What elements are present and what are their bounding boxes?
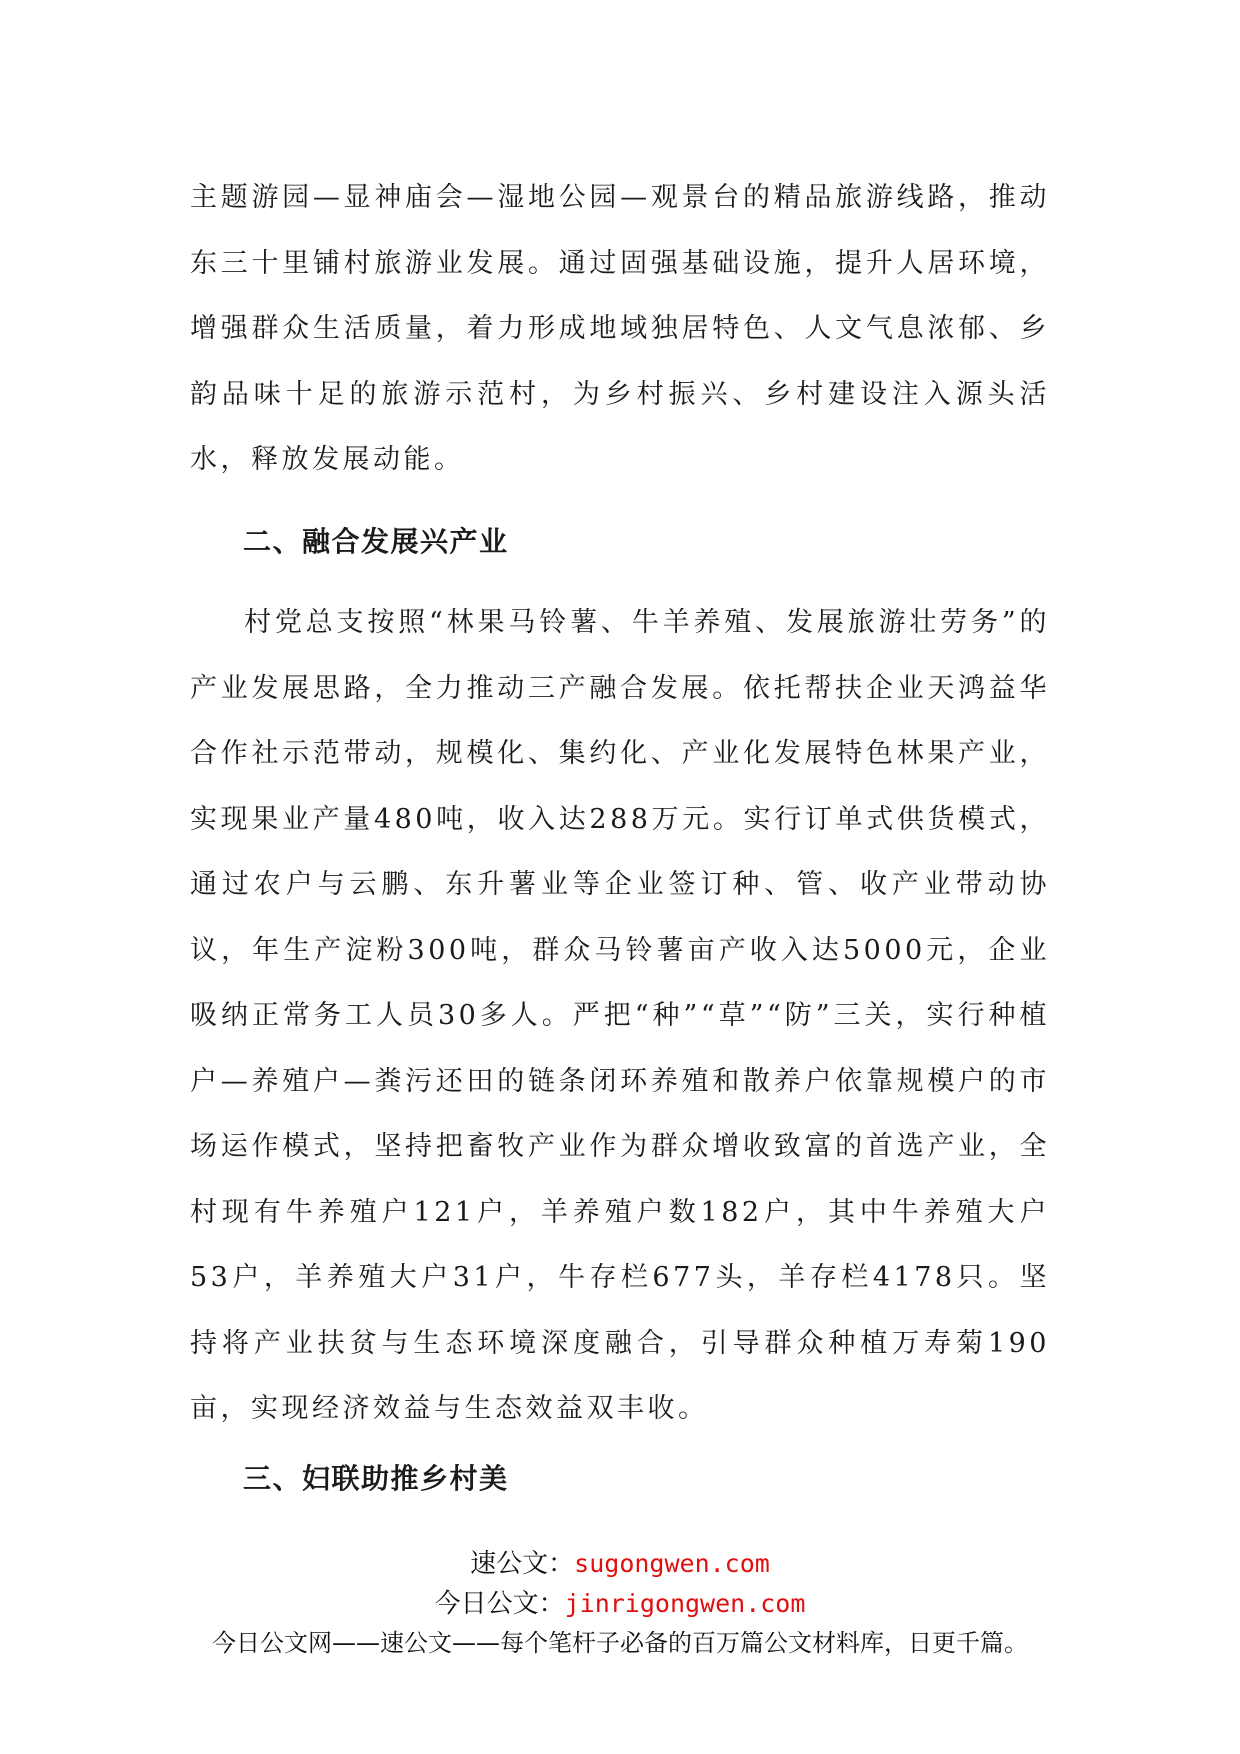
footer-slogan: 今日公文网——速公文——每个笔杆子必备的百万篇公文材料库，日更千篇。 [212,1629,1028,1657]
footer-label-jinrigongwen: 今日公文： [434,1589,565,1619]
footer-link-jinrigongwen[interactable]: jinrigongwen.com [564,1589,806,1618]
section-heading-industry: 二、融合发展兴产业 [243,525,509,558]
section-heading-womens-federation: 三、妇联助推乡村美 [243,1462,509,1495]
footer-link-sugongwen[interactable]: sugongwen.com [574,1549,770,1578]
paragraph-tourism: 主题游园—显神庙会—湿地公园—观景台的精品旅游线路，推动东三十里铺村旅游业发展。通过固强基础设施，提升人居环境，增强群众生活质量，着力形成地域独居特色、人文气息浓郁、乡韵品味十足的旅游示范村，为乡村振兴、乡村建设注入源头活水，释放发展动能。 [190,182,1050,475]
paragraph-industry: 村党总支按照“林果马铃薯、牛羊养殖、发展旅游壮劳务”的产业发展思路，全力推动三产融合发展。依托帮扶企业天鸿益华合作社示范带动，规模化、集约化、产业化发展特色林果产业，实现果业产量480吨，收入达288万元。实行订单式供货模式，通过农户与云鹏、东升薯业等企业签订种、管、收产业带动协议，年生产淀粉300吨，群众马铃薯亩产收入达5000元，企业吸纳正常务工人员30多人。严把“种”“草”“防”三关，实行种植户—养殖户—粪污还田的链条闭环养殖和散养户依靠规模户的市场运作模式，坚持把畜牧产业作为群众增收致富的首选产业，全村现有牛养殖户121户，羊养殖户数182户，其中牛养殖大户53户，羊养殖大户31户，牛存栏677头，羊存栏4178只。坚持将产业扶贫与生态环境深度融合，引导群众种植万寿菊190亩，实现经济效益与生态效益双丰收。 [190,607,1050,1424]
footer-line-sugongwen [0,1543,1240,1580]
footer-label-sugongwen: 速公文： [470,1549,575,1579]
footer-line-jinrigongwen [0,1583,1240,1620]
